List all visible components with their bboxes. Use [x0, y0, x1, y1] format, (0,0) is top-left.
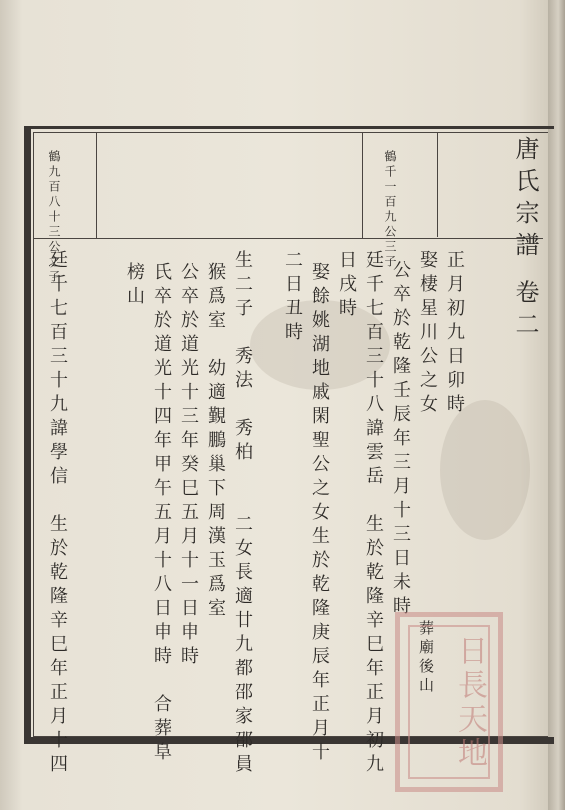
- header-rule: [33, 238, 543, 239]
- text-column: 氏卒於道光十四年甲午五月十八日申時 合葬阜: [151, 262, 172, 766]
- text-column: 娶棲星川公之女: [417, 250, 438, 418]
- text-column: 娶餘姚湖地戚閑聖公之女生於乾隆庚辰年正月十: [309, 262, 330, 766]
- text-column: 正月初九日卯時: [444, 250, 465, 418]
- text-column: 榜山: [124, 262, 145, 310]
- burial-note: 葬廟後山: [417, 620, 435, 696]
- seal-lettering: 日長天地: [452, 635, 487, 771]
- red-seal-stamp: [395, 612, 503, 792]
- header-note: 鶴千一百九公三子: [383, 150, 397, 270]
- header-note: 鶴九百八十三公之子: [47, 150, 61, 285]
- text-column: 日戌時: [336, 250, 357, 322]
- header-divider: [96, 133, 97, 238]
- header-divider: [362, 133, 363, 238]
- text-column: 生二子 秀法 秀柏 二女長適廿九都邵家邵員: [232, 250, 253, 778]
- text-column: 二日丑時: [282, 250, 303, 346]
- text-column: 猴爲室 幼適覲鵬巢下周漢玉爲室: [205, 262, 226, 622]
- text-column: 公卒於乾隆壬辰年三月十三日未時: [390, 260, 411, 620]
- header-divider: [437, 133, 438, 237]
- text-column: 廷千七百三十八諱雲岳 生於乾隆辛巳年正月初九: [363, 250, 384, 778]
- book-title: 唐氏宗譜 卷二: [511, 136, 539, 344]
- text-column: 廷千七百三十九諱學信 生於乾隆辛巳年正月十四: [47, 250, 68, 778]
- text-column: 公卒於道光十三年癸巳五月十一日申時: [178, 262, 199, 670]
